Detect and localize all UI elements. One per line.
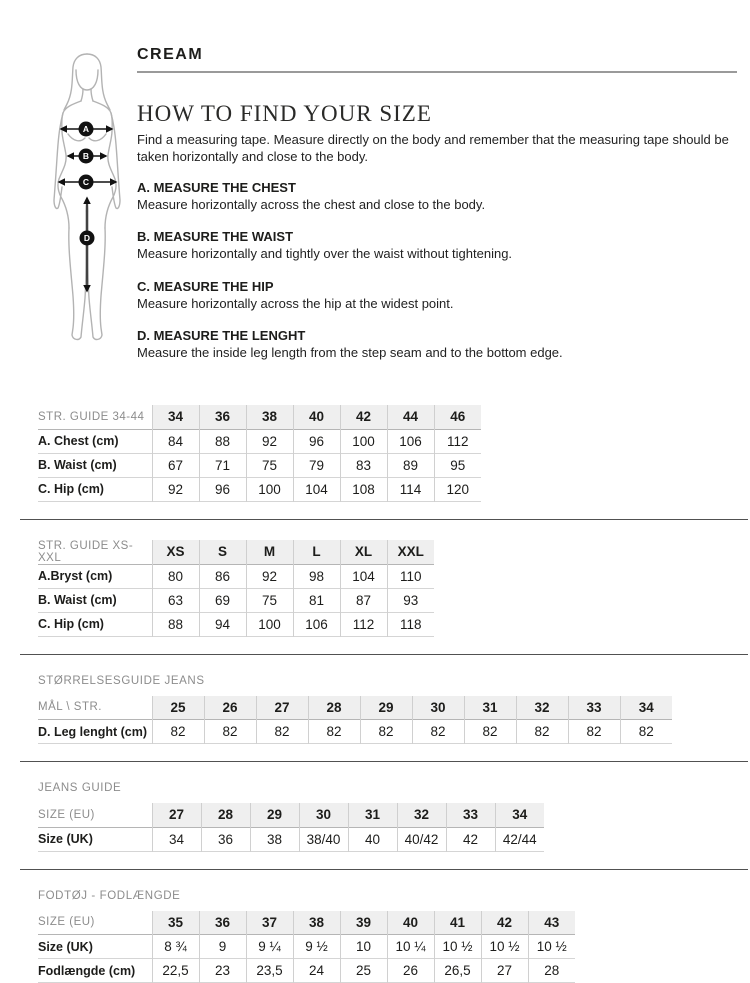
value-cell: 10 ½ <box>481 935 528 959</box>
value-cell: 67 <box>152 453 199 477</box>
brand-divider <box>137 71 737 73</box>
size-header-cell: 29 <box>360 696 412 720</box>
table-row <box>38 959 575 983</box>
instruction-block <box>137 180 737 213</box>
value-cell: 69 <box>199 588 246 612</box>
value-cell: 82 <box>412 720 464 744</box>
size-table <box>38 803 544 852</box>
size-header-cell: S <box>199 540 246 565</box>
size-header-row <box>38 803 544 827</box>
value-cell: 82 <box>152 720 204 744</box>
table-row <box>38 453 481 477</box>
value-cell: 75 <box>246 588 293 612</box>
value-cell: 96 <box>199 477 246 501</box>
value-cell: 89 <box>387 453 434 477</box>
body-measurement-figure <box>33 48 137 348</box>
instruction-text: Measure horizontally and tightly over the waist without tightening. <box>137 246 737 262</box>
size-table <box>38 405 481 502</box>
value-cell: 24 <box>293 959 340 983</box>
tables-area <box>38 405 750 983</box>
size-header-cell: 31 <box>348 803 397 827</box>
value-cell: 88 <box>199 429 246 453</box>
table-corner-label: SIZE (EU) <box>38 911 152 935</box>
instruction-heading: C. MEASURE THE HIP <box>137 279 737 294</box>
value-cell: 106 <box>293 612 340 636</box>
value-cell: 10 <box>340 935 387 959</box>
size-header-cell: 46 <box>434 405 481 429</box>
value-cell: 10 ½ <box>434 935 481 959</box>
size-header-cell: 30 <box>412 696 464 720</box>
size-header-cell: 35 <box>152 911 199 935</box>
marker-b <box>79 149 94 164</box>
size-header-cell: 42 <box>340 405 387 429</box>
size-table-section <box>38 405 750 502</box>
size-header-row <box>38 911 575 935</box>
row-label-cell: C. Hip (cm) <box>38 477 152 501</box>
size-header-cell: 43 <box>528 911 575 935</box>
value-cell: 27 <box>481 959 528 983</box>
value-cell: 95 <box>434 453 481 477</box>
instruction-block <box>137 279 737 312</box>
size-header-cell: 33 <box>446 803 495 827</box>
value-cell: 38/40 <box>299 827 348 851</box>
value-cell: 26 <box>387 959 434 983</box>
size-table <box>38 540 434 637</box>
value-cell: 108 <box>340 477 387 501</box>
value-cell: 22,5 <box>152 959 199 983</box>
table-row <box>38 935 575 959</box>
size-header-cell: 26 <box>204 696 256 720</box>
row-label-cell: A.Bryst (cm) <box>38 564 152 588</box>
value-cell: 94 <box>199 612 246 636</box>
size-header-cell: 38 <box>246 405 293 429</box>
size-header-cell: 28 <box>308 696 360 720</box>
size-header-cell: 27 <box>256 696 308 720</box>
value-cell: 9 ½ <box>293 935 340 959</box>
value-cell: 82 <box>204 720 256 744</box>
size-header-cell: 36 <box>199 911 246 935</box>
instruction-text: Measure horizontally across the hip at the widest point. <box>137 296 737 312</box>
value-cell: 93 <box>387 588 434 612</box>
size-table-section <box>38 540 750 637</box>
value-cell: 82 <box>256 720 308 744</box>
table-row <box>38 612 434 636</box>
value-cell: 112 <box>434 429 481 453</box>
value-cell: 84 <box>152 429 199 453</box>
size-header-cell: 40 <box>293 405 340 429</box>
size-header-row <box>38 696 672 720</box>
table-corner-label: STR. GUIDE 34-44 <box>38 405 152 429</box>
value-cell: 118 <box>387 612 434 636</box>
marker-c-letter: C <box>83 177 89 187</box>
section-label: FODTØJ - FODLÆNGDE <box>38 890 750 902</box>
instruction-heading: D. MEASURE THE LENGHT <box>137 328 737 343</box>
size-header-cell: 39 <box>340 911 387 935</box>
instruction-heading: A. MEASURE THE CHEST <box>137 180 737 195</box>
size-header-cell: 29 <box>250 803 299 827</box>
value-cell: 104 <box>293 477 340 501</box>
value-cell: 110 <box>387 564 434 588</box>
value-cell: 10 ¼ <box>387 935 434 959</box>
section-label: JEANS GUIDE <box>38 782 750 794</box>
value-cell: 112 <box>340 612 387 636</box>
main-content <box>137 0 737 361</box>
size-header-cell: 32 <box>516 696 568 720</box>
value-cell: 100 <box>340 429 387 453</box>
value-cell: 106 <box>387 429 434 453</box>
table-row <box>38 564 434 588</box>
size-table <box>38 911 575 983</box>
value-cell: 80 <box>152 564 199 588</box>
size-header-cell: 30 <box>299 803 348 827</box>
table-row <box>38 827 544 851</box>
value-cell: 88 <box>152 612 199 636</box>
value-cell: 82 <box>308 720 360 744</box>
value-cell: 42 <box>446 827 495 851</box>
value-cell: 87 <box>340 588 387 612</box>
value-cell: 28 <box>528 959 575 983</box>
value-cell: 8 ¾ <box>152 935 199 959</box>
female-silhouette-illustration <box>33 48 137 348</box>
size-header-cell: M <box>246 540 293 565</box>
size-header-row <box>38 405 481 429</box>
value-cell: 83 <box>340 453 387 477</box>
table-corner-label: SIZE (EU) <box>38 803 152 827</box>
value-cell: 26,5 <box>434 959 481 983</box>
size-table-section <box>38 782 750 852</box>
row-label-cell: A. Chest (cm) <box>38 429 152 453</box>
size-header-cell: 34 <box>620 696 672 720</box>
size-header-cell: 42 <box>481 911 528 935</box>
value-cell: 10 ½ <box>528 935 575 959</box>
value-cell: 82 <box>620 720 672 744</box>
value-cell: 92 <box>246 564 293 588</box>
section-divider <box>20 519 748 520</box>
value-cell: 100 <box>246 612 293 636</box>
value-cell: 79 <box>293 453 340 477</box>
value-cell: 23,5 <box>246 959 293 983</box>
value-cell: 114 <box>387 477 434 501</box>
instruction-block <box>137 229 737 262</box>
page-title: HOW TO FIND YOUR SIZE <box>137 101 737 127</box>
value-cell: 75 <box>246 453 293 477</box>
value-cell: 92 <box>152 477 199 501</box>
row-label-cell: Size (UK) <box>38 935 152 959</box>
value-cell: 81 <box>293 588 340 612</box>
value-cell: 86 <box>199 564 246 588</box>
row-label-cell: Size (UK) <box>38 827 152 851</box>
table-row <box>38 588 434 612</box>
table-corner-label: STR. GUIDE XS-XXL <box>38 540 152 565</box>
marker-c <box>79 175 94 190</box>
value-cell: 25 <box>340 959 387 983</box>
intro-text: Find a measuring tape. Measure directly on the body and remember that the measuring tape should be taken horizontally and close to the body. <box>137 132 737 165</box>
size-header-cell: 33 <box>568 696 620 720</box>
value-cell: 104 <box>340 564 387 588</box>
size-header-cell: 40 <box>387 911 434 935</box>
size-header-cell: 31 <box>464 696 516 720</box>
marker-d-letter: D <box>84 233 90 243</box>
size-header-cell: 28 <box>201 803 250 827</box>
value-cell: 92 <box>246 429 293 453</box>
value-cell: 82 <box>516 720 568 744</box>
value-cell: 63 <box>152 588 199 612</box>
section-label: STØRRELSESGUIDE JEANS <box>38 675 750 687</box>
size-header-cell: 36 <box>199 405 246 429</box>
value-cell: 40 <box>348 827 397 851</box>
size-header-cell: 37 <box>246 911 293 935</box>
value-cell: 82 <box>464 720 516 744</box>
brand-logo: CREAM <box>137 46 737 64</box>
size-header-cell: L <box>293 540 340 565</box>
value-cell: 36 <box>201 827 250 851</box>
size-header-cell: 27 <box>152 803 201 827</box>
size-table-section <box>38 675 750 745</box>
instruction-heading: B. MEASURE THE WAIST <box>137 229 737 244</box>
value-cell: 40/42 <box>397 827 446 851</box>
value-cell: 82 <box>568 720 620 744</box>
size-header-cell: 38 <box>293 911 340 935</box>
table-row <box>38 477 481 501</box>
section-divider <box>20 869 748 870</box>
size-header-cell: 34 <box>495 803 544 827</box>
row-label-cell: D. Leg lenght (cm) <box>38 720 152 744</box>
size-header-cell: XXL <box>387 540 434 565</box>
row-label-cell: B. Waist (cm) <box>38 453 152 477</box>
value-cell: 9 <box>199 935 246 959</box>
value-cell: 120 <box>434 477 481 501</box>
value-cell: 82 <box>360 720 412 744</box>
table-corner-label: MÅL \ STR. <box>38 696 152 720</box>
value-cell: 96 <box>293 429 340 453</box>
size-table <box>38 696 672 745</box>
instructions <box>137 180 737 361</box>
value-cell: 34 <box>152 827 201 851</box>
value-cell: 71 <box>199 453 246 477</box>
instruction-text: Measure the inside leg length from the step seam and to the bottom edge. <box>137 345 737 361</box>
marker-b-letter: B <box>83 151 89 161</box>
row-label-cell: B. Waist (cm) <box>38 588 152 612</box>
row-label-cell: C. Hip (cm) <box>38 612 152 636</box>
table-row <box>38 429 481 453</box>
marker-a-letter: A <box>83 124 89 134</box>
size-header-cell: 25 <box>152 696 204 720</box>
size-header-cell: XS <box>152 540 199 565</box>
value-cell: 23 <box>199 959 246 983</box>
size-header-cell: 32 <box>397 803 446 827</box>
value-cell: 98 <box>293 564 340 588</box>
marker-d <box>80 231 95 246</box>
instruction-block <box>137 328 737 361</box>
row-label-cell: Fodlængde (cm) <box>38 959 152 983</box>
value-cell: 9 ¼ <box>246 935 293 959</box>
section-divider <box>20 654 748 655</box>
size-header-cell: XL <box>340 540 387 565</box>
size-header-cell: 41 <box>434 911 481 935</box>
size-header-cell: 44 <box>387 405 434 429</box>
instruction-text: Measure horizontally across the chest and close to the body. <box>137 197 737 213</box>
value-cell: 38 <box>250 827 299 851</box>
table-row <box>38 720 672 744</box>
marker-a <box>79 122 94 137</box>
value-cell: 100 <box>246 477 293 501</box>
size-header-row <box>38 540 434 565</box>
size-header-cell: 34 <box>152 405 199 429</box>
section-divider <box>20 761 748 762</box>
size-table-section <box>38 890 750 983</box>
value-cell: 42/44 <box>495 827 544 851</box>
